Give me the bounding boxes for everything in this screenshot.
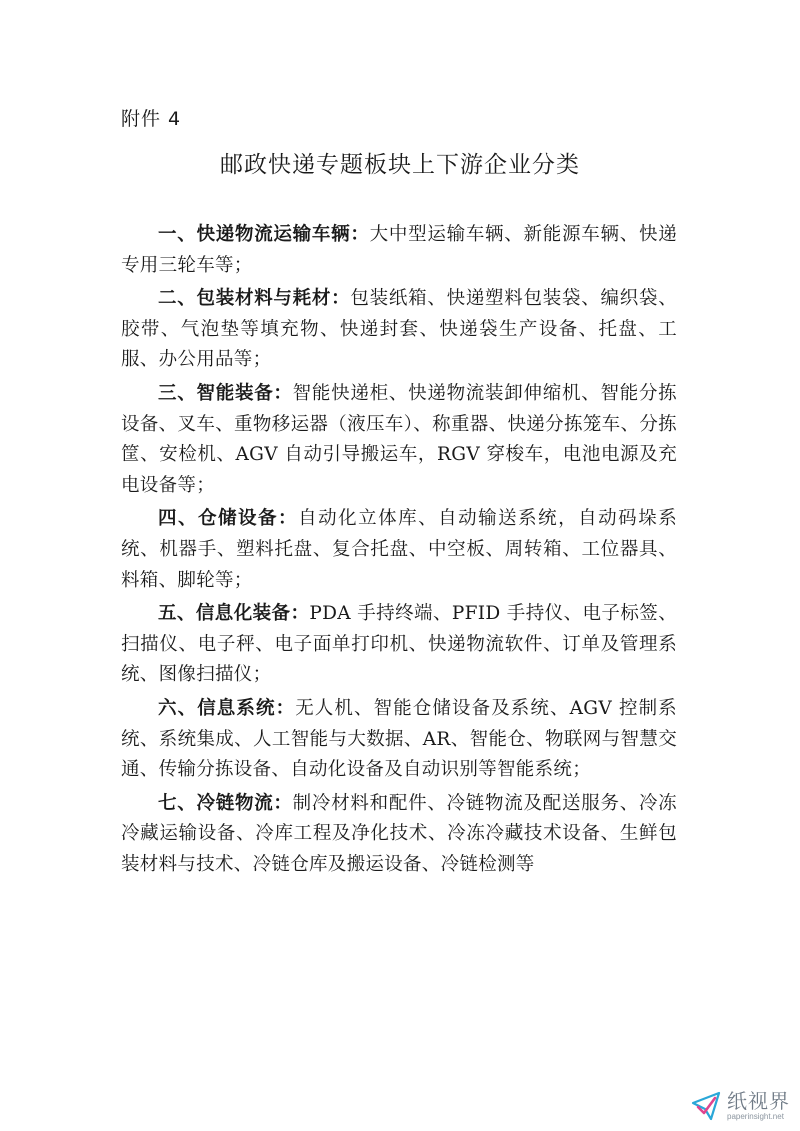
paragraph-heading: 三、智能装备： [158, 382, 293, 404]
watermark [689, 1089, 790, 1123]
paragraph-heading: 四、仓储设备： [158, 508, 299, 530]
paragraph-smart-equipment [121, 379, 677, 501]
paragraph-cold-chain [121, 789, 677, 881]
paragraph-text: 大中型运输车辆、新能源车辆、快递专用三轮车等； [121, 224, 677, 276]
paragraph-heading: 六、信息系统： [158, 697, 296, 719]
document-body [121, 220, 677, 883]
paper-plane-check-icon [689, 1089, 723, 1123]
paragraph-it-equipment [121, 599, 677, 691]
paragraph-heading: 一、快递物流运输车辆： [158, 224, 370, 245]
paragraph-text: 无人机、智能仓储设备及系统、AGV 控制系统、系统集成、人工智能与大数据、AR、智能仓、物联网与智慧交通、传输分拣设备、自动化设备及自动识别等智能系统； [121, 697, 677, 781]
watermark-url: paperinsight.net [727, 1112, 784, 1121]
paragraph-text: 包装纸箱、快递塑料包装袋、编织袋、胶带、气泡垫等填充物、快递封套、快递袋生产设备、托盘、工服、办公用品等； [121, 288, 677, 371]
paragraph-text: 制冷材料和配件、冷链物流及配送服务、冷冻冷藏运输设备、冷库工程及净化技术、冷冻冷藏技术设备、生鲜包装材料与技术、冷链仓库及搬运设备、冷链检测等 [121, 792, 677, 875]
paragraph-heading: 五、信息化装备： [158, 603, 310, 625]
paragraph-text: 智能快递柜、快递物流装卸伸缩机、智能分拣设备、叉车、重物移运器（液压车）、称重器、快递分拣笼车、分拣筐、安检机、AGV 自动引导搬运车，RGV 穿梭车，电池电源及充电设备等； [121, 382, 677, 496]
paragraph-text: PDA 手持终端、PFID 手持仪、电子标签、扫描仪、电子秤、电子面单打印机、快递物流软件、订单及管理系统、图像扫描仪； [121, 603, 677, 686]
paragraph-heading: 七、冷链物流： [158, 792, 293, 814]
paragraph-vehicles [121, 220, 677, 281]
paragraph-info-systems [121, 694, 677, 786]
watermark-brand: 纸视界 [727, 1089, 790, 1113]
paragraph-heading: 二、包装材料与耗材： [158, 288, 351, 310]
paragraph-packaging [121, 284, 677, 376]
paragraph-warehouse [121, 504, 677, 596]
watermark-text [727, 1091, 790, 1121]
paragraph-text: 自动化立体库、自动输送系统，自动码垛系统、机器手、塑料托盘、复合托盘、中空板、周转箱、工位器具、料箱、脚轮等； [121, 508, 677, 591]
page-title: 邮政快递专题板块上下游企业分类 [220, 152, 580, 178]
attachment-label: 附件 4 [121, 108, 182, 130]
